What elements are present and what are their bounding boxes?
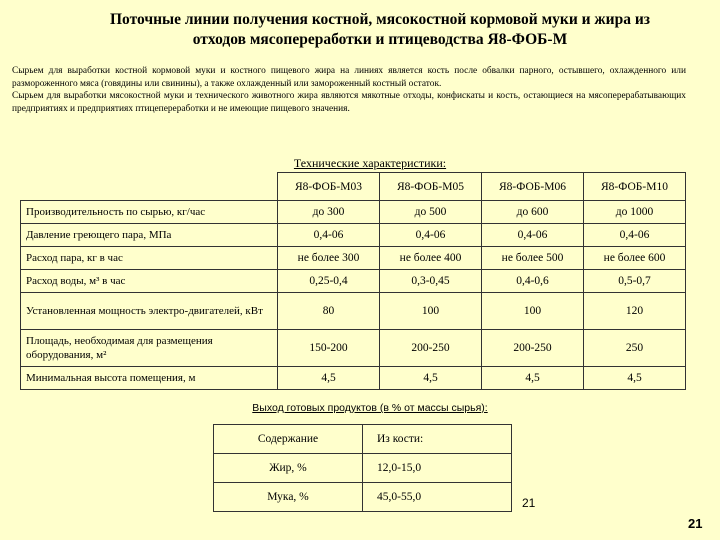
page-title	[60, 10, 700, 50]
table-row	[21, 247, 686, 270]
model-header: Я8-ФОБ-М10	[584, 173, 686, 201]
yield-value: 45,0-55,0	[363, 483, 512, 512]
cell-value: до 600	[482, 201, 584, 224]
specs-title: Технические характеристики:	[293, 156, 447, 170]
yield-product: Мука, %	[214, 483, 363, 512]
model-header: Я8-ФОБ-М03	[278, 173, 380, 201]
table-header-row	[21, 173, 686, 201]
cell-value: 120	[584, 293, 686, 330]
title-line-1: Поточные линии получения костной, мясокостной кормовой муки и жира из	[109, 11, 651, 28]
cell-value: 0,4-0,6	[482, 270, 584, 293]
row-label: Минимальная высота помещения, м	[21, 367, 278, 390]
table-row	[214, 483, 512, 512]
yield-header-cell: Содержание	[214, 425, 363, 454]
cell-value: 200-250	[482, 330, 584, 367]
cell-value: до 1000	[584, 201, 686, 224]
cell-value: 0,25-0,4	[278, 270, 380, 293]
cell-value: 4,5	[380, 367, 482, 390]
row-label: Площадь, необходимая для размещения оборудования, м²	[21, 330, 278, 367]
cell-value: 100	[380, 293, 482, 330]
table-row	[21, 367, 686, 390]
cell-value: не более 300	[278, 247, 380, 270]
cell-value: не более 600	[584, 247, 686, 270]
row-label: Расход пара, кг в час	[21, 247, 278, 270]
header-empty-cell	[21, 173, 278, 201]
cell-value: 250	[584, 330, 686, 367]
cell-value: 0,3-0,45	[380, 270, 482, 293]
cell-value: 0,4-06	[482, 224, 584, 247]
cell-value: до 300	[278, 201, 380, 224]
cell-value: 150-200	[278, 330, 380, 367]
model-header: Я8-ФОБ-М05	[380, 173, 482, 201]
page-number: 21	[688, 516, 703, 531]
specs-table	[20, 172, 686, 390]
cell-value: 100	[482, 293, 584, 330]
cell-value: 0,4-06	[584, 224, 686, 247]
row-label: Расход воды, м³ в час	[21, 270, 278, 293]
intro-text	[12, 65, 686, 115]
cell-value: 0,4-06	[380, 224, 482, 247]
row-label: Давление греющего пара, МПа	[21, 224, 278, 247]
title-line-2: отходов мясопереработки и птицеводства Я8-ФОБ-М	[192, 31, 568, 48]
yield-product: Жир, %	[214, 454, 363, 483]
yield-value: 12,0-15,0	[363, 454, 512, 483]
table-row	[214, 454, 512, 483]
cell-value: не более 400	[380, 247, 482, 270]
cell-value: 4,5	[278, 367, 380, 390]
cell-value: 0,5-0,7	[584, 270, 686, 293]
table-row	[21, 330, 686, 367]
cell-value: 0,4-06	[278, 224, 380, 247]
yield-header-cell: Из кости:	[363, 425, 512, 454]
row-label: Установленная мощность электро-двигателей, кВт	[21, 293, 278, 330]
yield-title: Выход готовых продуктов (в % от массы сырья):	[252, 402, 488, 414]
intro-paragraph-1: Сырьем для выработки костной кормовой муки и костного пищевого жира на линиях является кость после обвалки парного, остывшего, охлажденного или размороженного мяса (говядины или свинины), а также охлажденный или замороженный костный остаток.	[12, 66, 686, 89]
cell-value: 4,5	[584, 367, 686, 390]
cell-value: 200-250	[380, 330, 482, 367]
cell-value: до 500	[380, 201, 482, 224]
yield-header-row	[214, 425, 512, 454]
row-label: Производительность по сырью, кг/час	[21, 201, 278, 224]
table-row	[21, 270, 686, 293]
yield-table	[213, 424, 512, 512]
table-row	[21, 293, 686, 330]
cell-value: 80	[278, 293, 380, 330]
intro-paragraph-2: Сырьем для выработки мясокостной муки и технического животного жира являются мякотные отходы, конфискаты и кость, остающиеся на мясоперерабатывающих предприятиях и предприятиях птицепереработки и не имеющие пищевого значения.	[12, 91, 686, 114]
cell-value: 4,5	[482, 367, 584, 390]
table-row	[21, 224, 686, 247]
table-row	[21, 201, 686, 224]
page-number-inner: 21	[522, 496, 536, 510]
cell-value: не более 500	[482, 247, 584, 270]
model-header: Я8-ФОБ-М06	[482, 173, 584, 201]
